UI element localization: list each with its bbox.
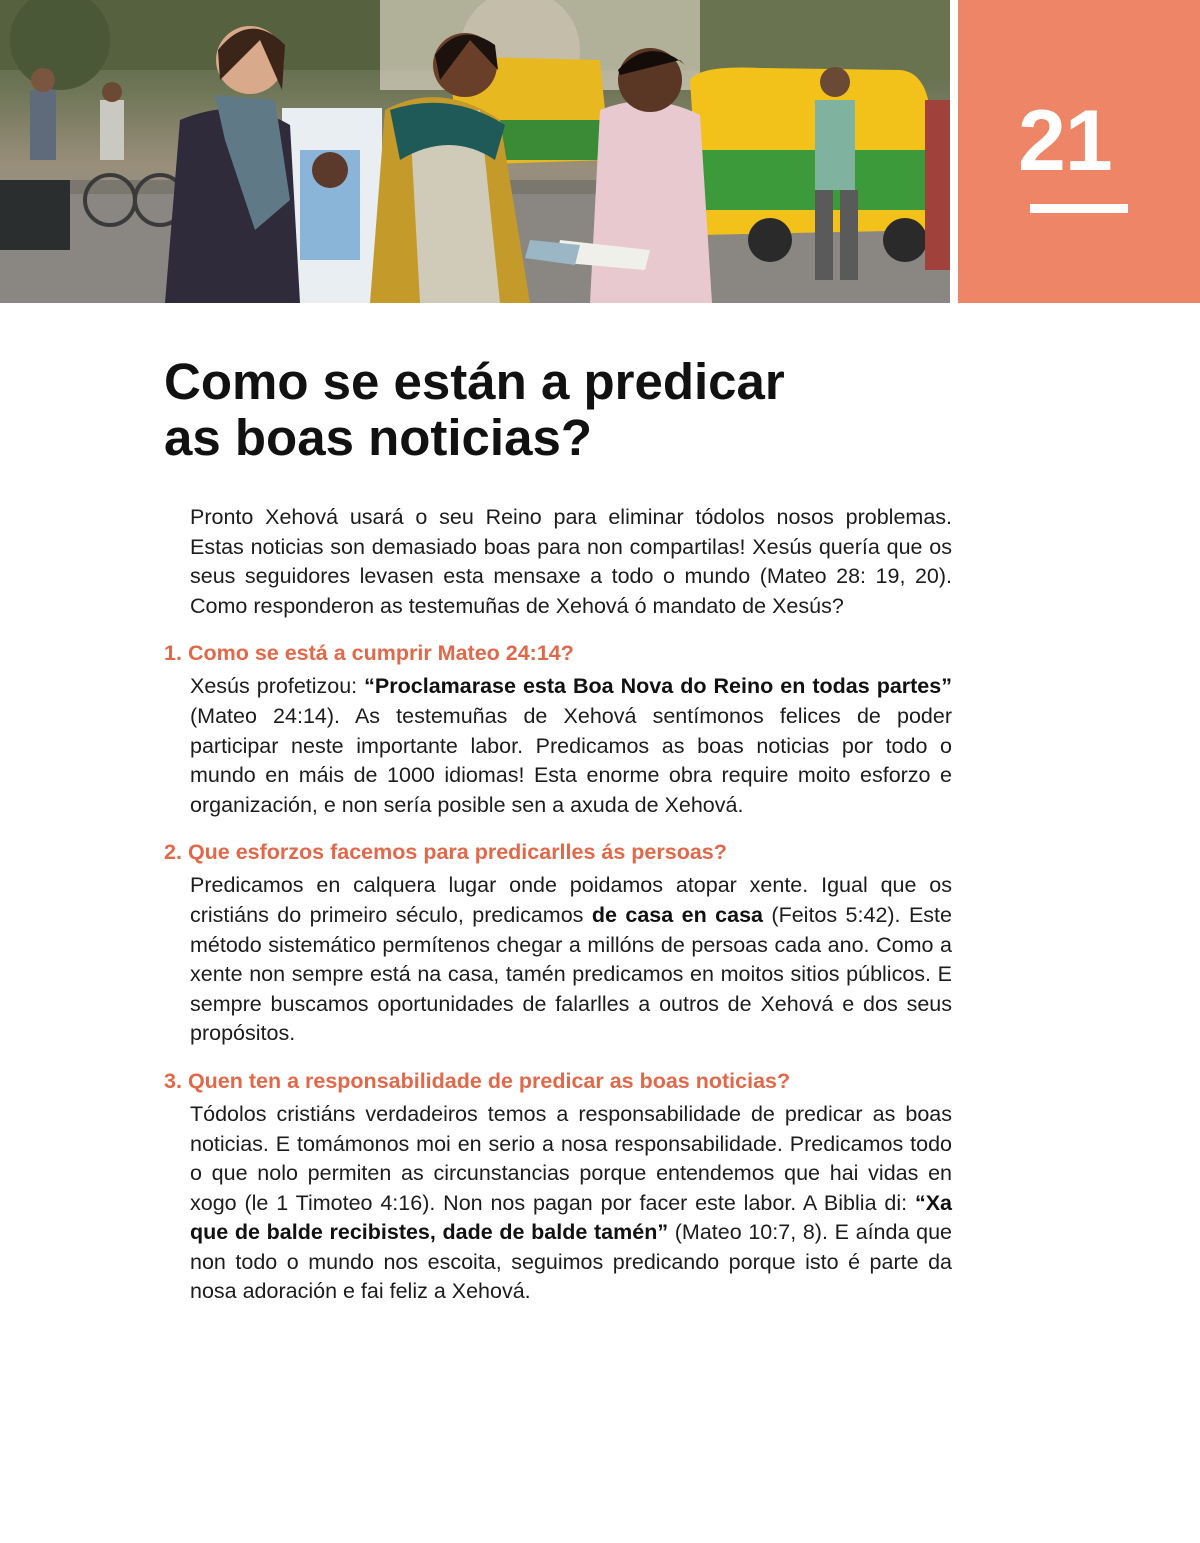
page-title	[164, 354, 924, 466]
question-1-text: Como se está a cumprir Mateo 24:14?	[187, 641, 574, 666]
question-3-text: Quen ten a responsabilidade de predicar as boas noticias?	[187, 1068, 791, 1093]
header-photo	[0, 0, 950, 303]
answer-3-paragraph	[190, 1100, 952, 1307]
answer-3-quote: “Xa que de balde recibistes, dade de balde tamén”	[190, 1190, 952, 1245]
question-3	[164, 1067, 952, 1095]
question-2-text: Que esforzos facemos para predicarlles ás persoas?	[187, 840, 727, 865]
answer-2-emphasis: de casa en casa	[591, 902, 763, 927]
answer-1-text-after: (Mateo 24:14). As testemuñas de Xehová sentímonos felices de poder participar neste importante labor. Predicamos as boas noticias por todo o mundo en máis de 1000 idiomas! Esta enorme obra require moito esforzo e organización, e non sería posible sen a axuda de Xehová.	[190, 703, 952, 817]
lesson-body	[164, 503, 952, 1307]
answer-3-text-after: (Mateo 10:7, 8). E aínda que non todo o mundo nos escoita, seguimos predicando porque isto é parte da nosa adoración e fai feliz a Xehová.	[190, 1220, 952, 1304]
lesson-number-block	[958, 0, 1200, 303]
answer-2-text-after: (Feitos 5:42). Este método sistemático permítenos chegar a millóns de persoas cada ano. Como a xente non sempre está na casa, tamén predicamos en moitos sitios públicos. E sempre buscamos oportunidades de falarlles a outros de Xehová e dos seus propósitos.	[190, 902, 952, 1046]
answer-1-quote: “Proclamarase esta Boa Nova do Reino en todas partes”	[364, 674, 952, 699]
answer-3-text-before: Tódolos cristiáns verdadeiros temos a responsabilidade de predicar as boas noticias. E tomámonos moi en serio a nosa responsabilidade. Predicamos todo o que nolo permiten as circunstancias porque entendemos que hai vidas en xogo (le 1 Timoteo 4:16). Non nos pagan por facer este labor. A Biblia di:	[190, 1101, 952, 1215]
street-preaching-photo	[0, 0, 950, 303]
answer-1-paragraph	[190, 672, 952, 820]
lesson-number: 21	[1018, 93, 1112, 189]
question-1	[164, 639, 952, 667]
intro-paragraph: Pronto Xehová usará o seu Reino para eliminar tódolos nosos problemas. Estas noticias son demasiado boas para non compartilas! Xesús quería que os seus seguidores levasen esta mensaxe a todo o mundo (Mateo 28: 19, 20). Como responderon as testemuñas de Xehová ó mandato de Xesús?	[190, 505, 952, 618]
page-title-line-1: Como se están a predicar	[164, 353, 785, 410]
answer-1-text-before: Xesús profetizou:	[190, 674, 365, 699]
lesson-number-underline	[1030, 204, 1128, 213]
page-title-line-2: as boas noticias?	[164, 409, 592, 466]
question-2-number: 2.	[164, 840, 182, 865]
question-2	[164, 838, 952, 866]
answer-2-text-before: Predicamos en calquera lugar onde poidamos atopar xente. Igual que os cristiáns do primeiro século, predicamos	[190, 873, 952, 927]
question-1-number: 1.	[164, 641, 182, 666]
answer-2-paragraph	[190, 871, 952, 1049]
question-3-number: 3.	[164, 1068, 182, 1093]
